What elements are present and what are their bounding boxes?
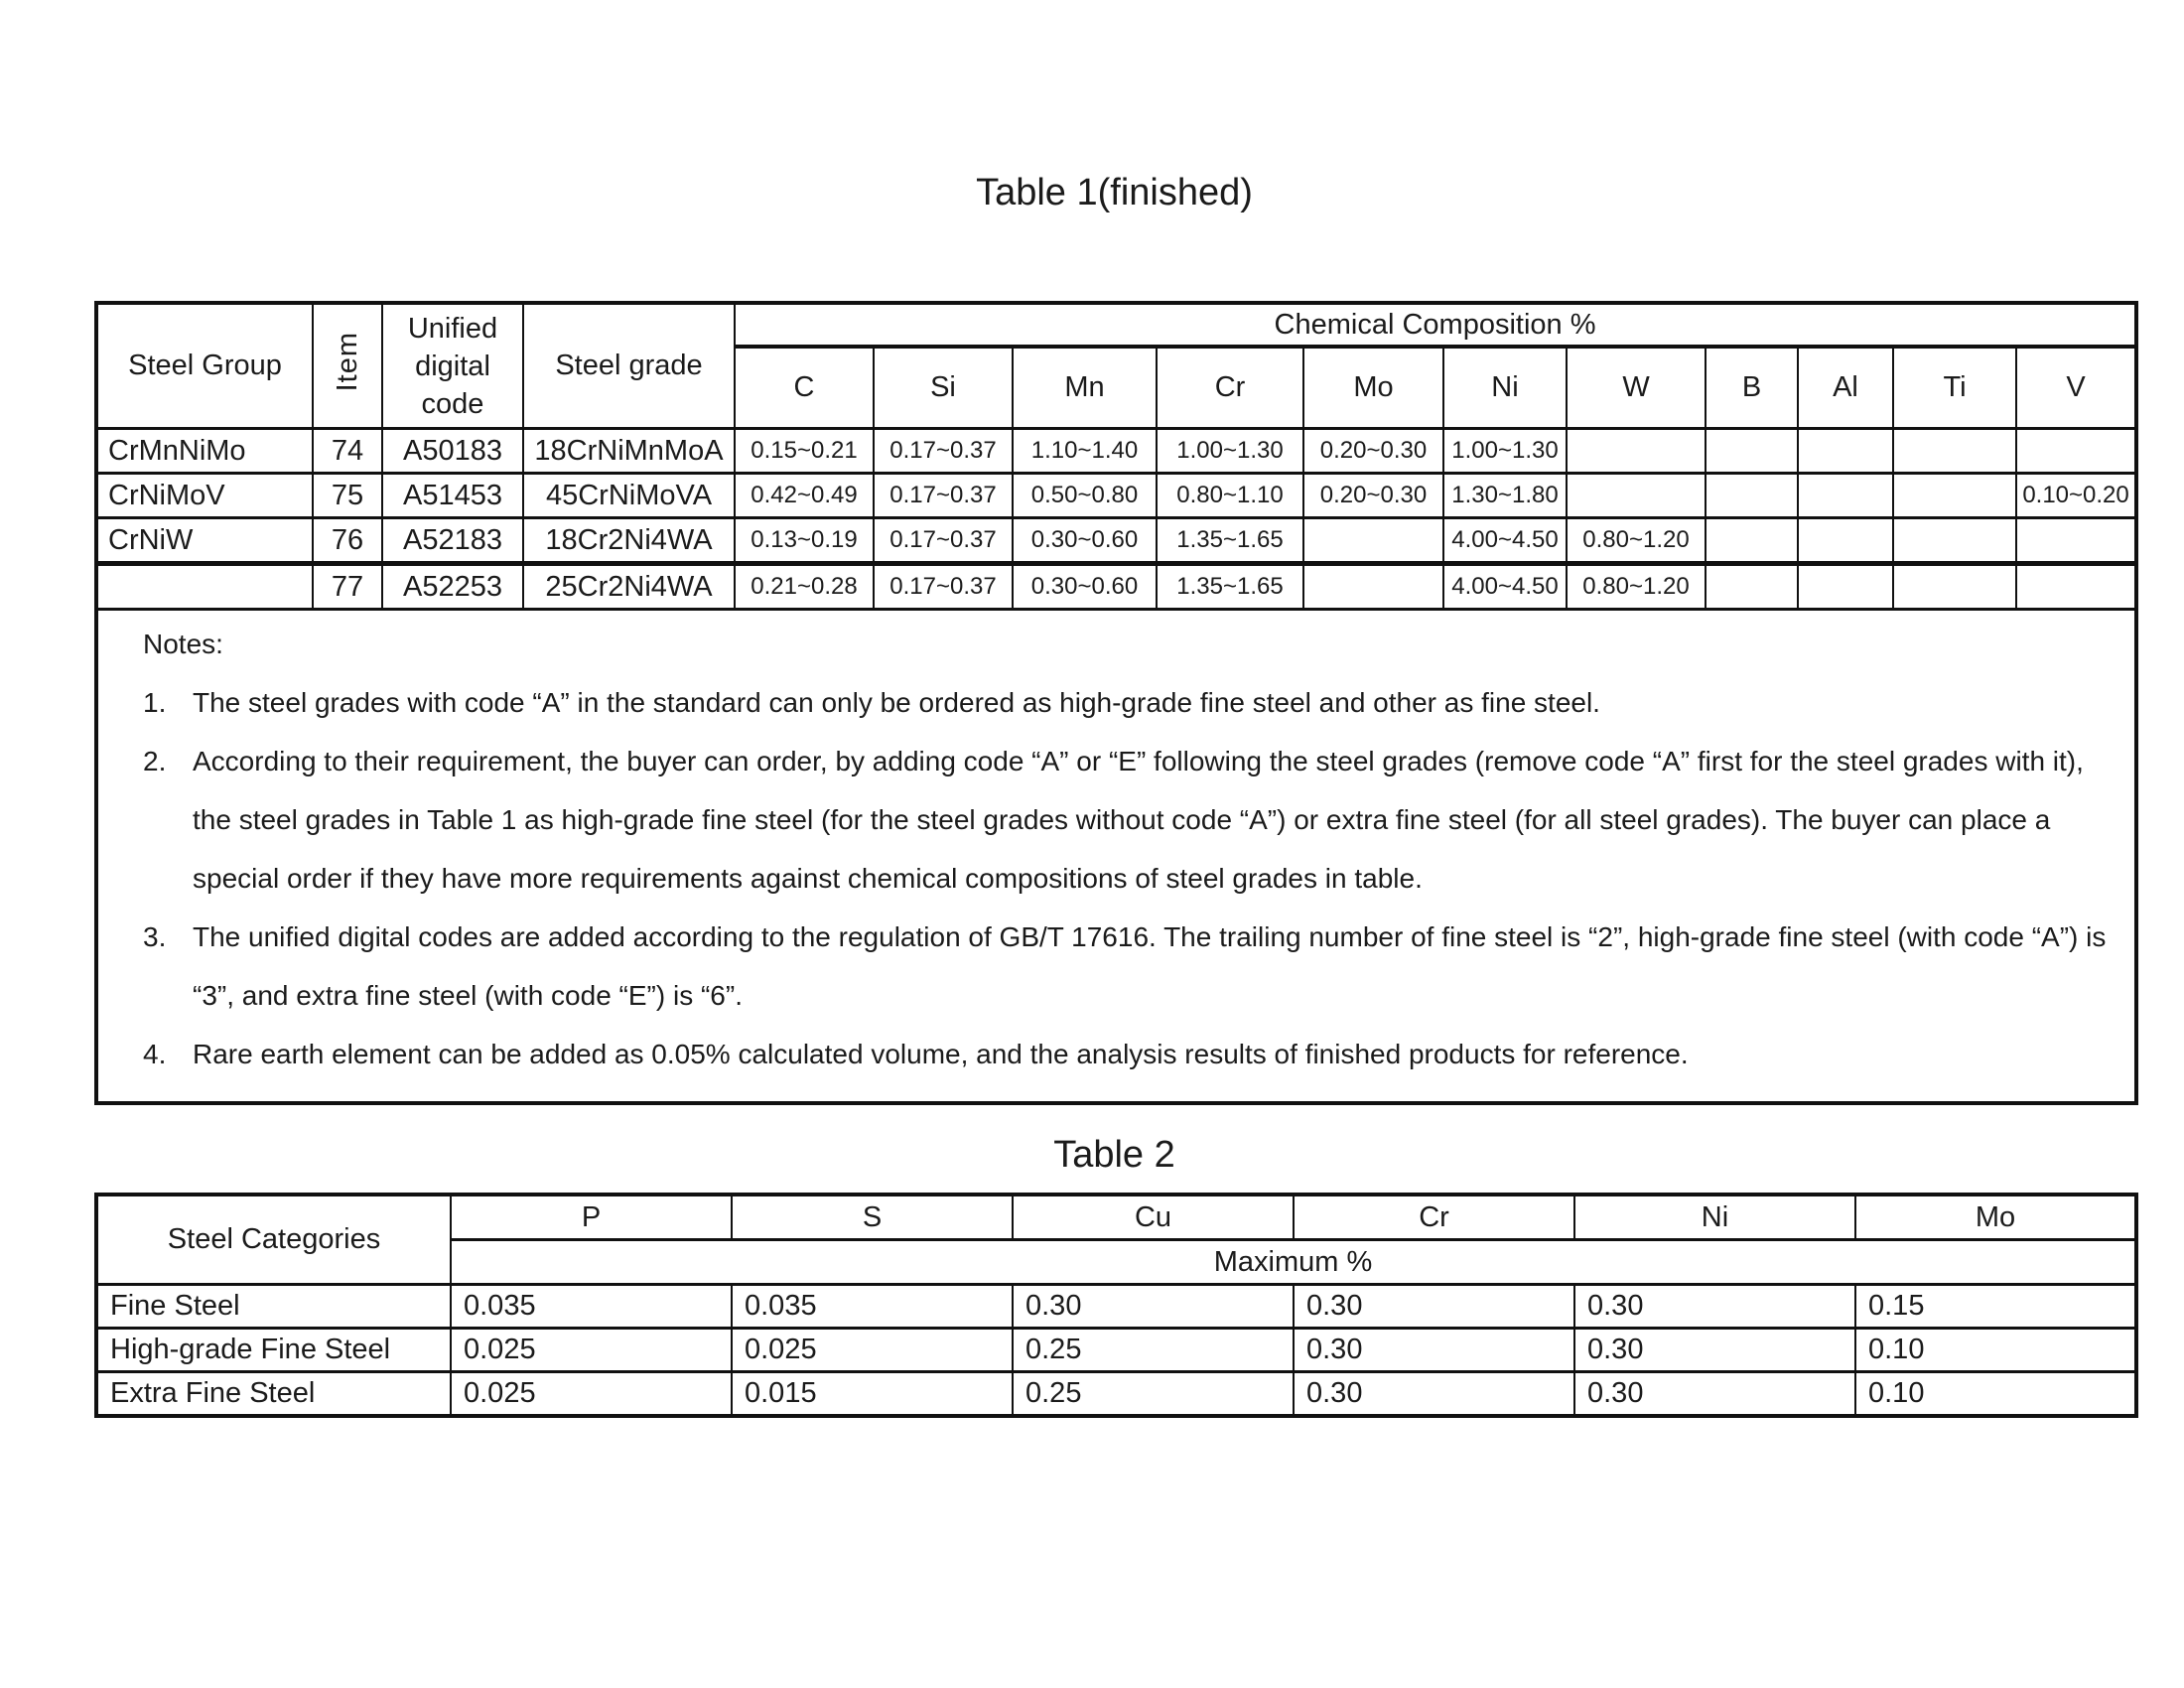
value-cell <box>1706 564 1798 610</box>
col-header-element-v: V <box>2016 347 2136 429</box>
value-cell: 0.25 <box>1013 1372 1294 1417</box>
value-cell: 0.015 <box>732 1372 1013 1417</box>
notes-row <box>96 610 2136 1104</box>
category-cell: Fine Steel <box>96 1285 451 1329</box>
note-text: Rare earth element can be added as 0.05% calculated volume, and the analysis results of finished products for reference. <box>193 1039 1689 1069</box>
value-cell: 0.30 <box>1294 1285 1574 1329</box>
value-cell <box>2016 429 2136 474</box>
table-row <box>96 1285 2136 1329</box>
table1-title: Table 1(finished) <box>976 172 1253 213</box>
col-header-steel-grade: Steel grade <box>523 303 735 429</box>
value-cell: 0.50~0.80 <box>1013 474 1157 518</box>
value-cell: 0.30 <box>1013 1285 1294 1329</box>
value-cell: 1.00~1.30 <box>1443 429 1567 474</box>
value-cell: 1.35~1.65 <box>1157 564 1303 610</box>
grade-cell: 18CrNiMnMoA <box>523 429 735 474</box>
col-header-element-ni: Ni <box>1443 347 1567 429</box>
col-header-steel-group: Steel Group <box>96 303 313 429</box>
col-header-element-si: Si <box>874 347 1013 429</box>
note-text: The steel grades with code “A” in the standard can only be ordered as high-grade fine steel and other as fine steel. <box>193 687 1600 718</box>
value-cell: 0.80~1.20 <box>1567 518 1706 564</box>
col-header-element-w: W <box>1567 347 1706 429</box>
table-row <box>96 518 2136 564</box>
value-cell: 1.00~1.30 <box>1157 429 1303 474</box>
steel-group-cell: CrNiMoV <box>96 474 313 518</box>
code-cell: A50183 <box>382 429 523 474</box>
notes-section <box>96 610 2136 1104</box>
col-header-item-label: Item <box>331 332 363 392</box>
value-cell: 0.025 <box>451 1329 732 1372</box>
value-cell <box>1567 429 1706 474</box>
value-cell: 0.80~1.20 <box>1567 564 1706 610</box>
note-number: 1. <box>143 687 167 718</box>
value-cell <box>1798 474 1893 518</box>
col-header-item <box>313 303 382 429</box>
value-cell: 0.30 <box>1574 1329 1855 1372</box>
col-header-element-c: C <box>735 347 874 429</box>
col-header-element-cr: Cr <box>1157 347 1303 429</box>
value-cell: 0.25 <box>1013 1329 1294 1372</box>
table-row <box>96 1329 2136 1372</box>
item-cell: 76 <box>313 518 382 564</box>
col-header-element-b: B <box>1706 347 1798 429</box>
table-row <box>96 429 2136 474</box>
value-cell: 0.42~0.49 <box>735 474 874 518</box>
category-cell: High-grade Fine Steel <box>96 1329 451 1372</box>
value-cell: 0.13~0.19 <box>735 518 874 564</box>
note-item <box>143 673 2120 732</box>
grade-cell: 25Cr2Ni4WA <box>523 564 735 610</box>
value-cell: 0.30 <box>1574 1285 1855 1329</box>
col-header-cr: Cr <box>1294 1195 1574 1240</box>
note-item <box>143 1025 2120 1083</box>
value-cell: 0.15 <box>1855 1285 2136 1329</box>
notes-label: Notes: <box>143 629 223 659</box>
value-cell <box>1893 564 2016 610</box>
value-cell: 0.17~0.37 <box>874 474 1013 518</box>
value-cell: 0.10 <box>1855 1329 2136 1372</box>
value-cell: 0.80~1.10 <box>1157 474 1303 518</box>
code-cell: A51453 <box>382 474 523 518</box>
value-cell: 0.035 <box>732 1285 1013 1329</box>
value-cell: 0.025 <box>451 1372 732 1417</box>
value-cell: 0.30~0.60 <box>1013 564 1157 610</box>
item-cell: 77 <box>313 564 382 610</box>
value-cell: 0.30~0.60 <box>1013 518 1157 564</box>
value-cell <box>1798 429 1893 474</box>
col-header-element-al: Al <box>1798 347 1893 429</box>
table1-header-row-1 <box>96 303 2136 347</box>
value-cell <box>1706 518 1798 564</box>
value-cell: 0.21~0.28 <box>735 564 874 610</box>
note-number: 4. <box>143 1039 167 1069</box>
value-cell: 0.17~0.37 <box>874 518 1013 564</box>
note-text: The unified digital codes are added according to the regulation of GB/T 17616. The trailing number of fine steel is “2”, high-grade fine steel (with code “A”) is “3”, and extra fine steel (with code “E”) is “6”. <box>193 921 2107 1011</box>
col-header-steel-categories: Steel Categories <box>96 1195 451 1285</box>
value-cell: 4.00~4.50 <box>1443 518 1567 564</box>
value-cell: 0.15~0.21 <box>735 429 874 474</box>
table2 <box>94 1193 2138 1418</box>
note-text: According to their requirement, the buyer can order, by adding code “A” or “E” following the steel grades (remove code “A” first for the steel grades with it), the steel grades in Table 1 as high-grade fine steel (for the steel grades without code “A”) or extra fine steel (for all steel grades). The buyer can place a special order if they have more requirements against chemical compositions of steel grades in table. <box>193 746 2084 894</box>
value-cell: 0.17~0.37 <box>874 429 1013 474</box>
value-cell: 0.10 <box>1855 1372 2136 1417</box>
value-cell: 0.20~0.30 <box>1303 474 1443 518</box>
table-row <box>96 564 2136 610</box>
steel-group-cell: CrMnNiMo <box>96 429 313 474</box>
steel-group-cell <box>96 564 313 610</box>
value-cell <box>1798 564 1893 610</box>
value-cell: 0.10~0.20 <box>2016 474 2136 518</box>
value-cell <box>1567 474 1706 518</box>
value-cell: 0.035 <box>451 1285 732 1329</box>
note-number: 3. <box>143 921 167 952</box>
value-cell <box>1893 474 2016 518</box>
maximum-percent-header: Maximum % <box>451 1240 2136 1285</box>
code-cell: A52183 <box>382 518 523 564</box>
value-cell: 1.30~1.80 <box>1443 474 1567 518</box>
col-header-ni: Ni <box>1574 1195 1855 1240</box>
steel-group-cell: CrNiW <box>96 518 313 564</box>
grade-cell: 18Cr2Ni4WA <box>523 518 735 564</box>
col-header-element-mo: Mo <box>1303 347 1443 429</box>
value-cell: 0.30 <box>1294 1372 1574 1417</box>
value-cell: 1.10~1.40 <box>1013 429 1157 474</box>
col-header-element-mn: Mn <box>1013 347 1157 429</box>
value-cell: 1.35~1.65 <box>1157 518 1303 564</box>
col-header-mo: Mo <box>1855 1195 2136 1240</box>
value-cell: 0.20~0.30 <box>1303 429 1443 474</box>
table-row <box>96 474 2136 518</box>
value-cell <box>2016 564 2136 610</box>
value-cell: 0.17~0.37 <box>874 564 1013 610</box>
value-cell: 0.30 <box>1294 1329 1574 1372</box>
value-cell <box>1706 429 1798 474</box>
value-cell: 4.00~4.50 <box>1443 564 1567 610</box>
col-header-element-ti: Ti <box>1893 347 2016 429</box>
value-cell: 0.30 <box>1574 1372 1855 1417</box>
value-cell <box>1303 564 1443 610</box>
table-row <box>96 1372 2136 1417</box>
item-cell: 74 <box>313 429 382 474</box>
col-header-unified-digital-code: Unified digital code <box>382 303 523 429</box>
table1 <box>94 301 2138 1105</box>
code-cell: A52253 <box>382 564 523 610</box>
col-header-s: S <box>732 1195 1013 1240</box>
col-header-p: P <box>451 1195 732 1240</box>
value-cell: 0.025 <box>732 1329 1013 1372</box>
item-cell: 75 <box>313 474 382 518</box>
col-header-cu: Cu <box>1013 1195 1294 1240</box>
value-cell <box>1706 474 1798 518</box>
note-item <box>143 908 2120 1025</box>
value-cell <box>2016 518 2136 564</box>
category-cell: Extra Fine Steel <box>96 1372 451 1417</box>
col-header-chemical-composition: Chemical Composition % <box>735 303 2136 347</box>
grade-cell: 45CrNiMoVA <box>523 474 735 518</box>
note-number: 2. <box>143 746 167 776</box>
table2-title: Table 2 <box>1053 1134 1175 1176</box>
value-cell <box>1303 518 1443 564</box>
note-item <box>143 732 2120 908</box>
value-cell <box>1893 518 2016 564</box>
table2-header-row-1 <box>96 1195 2136 1240</box>
value-cell <box>1893 429 2016 474</box>
value-cell <box>1798 518 1893 564</box>
